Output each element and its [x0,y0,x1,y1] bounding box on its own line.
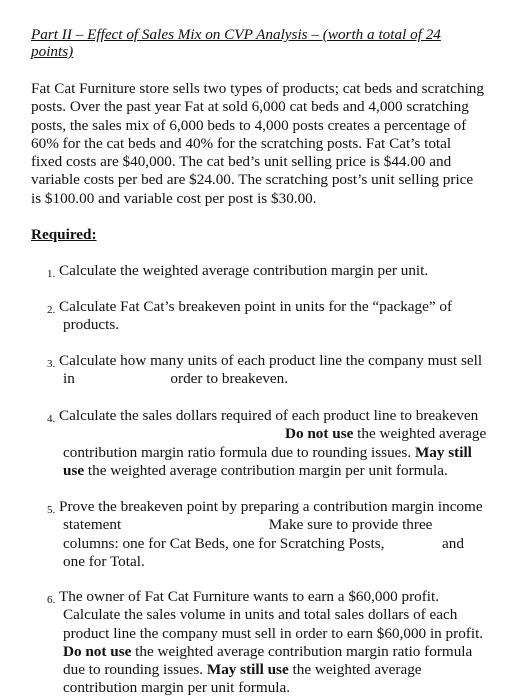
item-number: 1. [47,268,56,280]
page-title [31,26,501,60]
item-fragment: order to breakeven. [170,370,289,388]
item-line [47,516,497,534]
question-item [47,498,497,571]
item-fragment: in [63,370,75,388]
item-number: 2. [47,304,56,316]
item-emphasis: May still use [206,661,289,679]
item-line: Prove the breakeven point by preparing a contribution margin income [59,498,483,515]
item-fragment: columns: one for Cat Beds, one for Scratching Posts, [63,534,385,552]
item-line: Calculate the sales dollars required of each product line to breakeven [59,407,479,424]
item-line [47,370,497,388]
title-line: points) [31,43,74,60]
intro-line: posts, the sales mix of 6,000 beds to 4,000 posts creates a percentage of [31,116,467,134]
item-fragment: contribution margin ratio formula due to rounding issues. [63,443,415,461]
item-emphasis: Do not use [63,642,132,660]
intro-line: posts. Over the past year Fat at sold 6,000 cat beds and 4,000 scratching [31,98,469,116]
item-emphasis: Do not use [285,425,354,443]
intro-line: Fat Cat Furniture store sells two types of products; cat beds and scratching [31,80,484,97]
item-number: 3. [47,358,56,370]
intro-line: is $100.00 and variable cost per post is $30.00. [31,189,317,207]
item-line: contribution margin per unit formula. [63,679,291,697]
item-fragment: the weighted average [288,661,422,679]
question-item [47,262,497,280]
item-fragment: due to rounding issues. [63,661,207,679]
item-fragment: the weighted average contribution margin per unit formula. [84,461,448,479]
question-item [47,298,497,335]
item-line: products. [63,316,120,334]
intro-paragraph [31,80,499,208]
item-line [47,643,497,661]
item-fragment: and [442,534,464,552]
item-number: 4. [47,413,56,425]
title-line: Part II – Effect of Sales Mix on CVP Analysis – (worth a total of 24 [31,26,441,43]
item-number: 5. [47,504,56,516]
required-heading: Required: [31,226,97,243]
item-fragment: statement [63,516,122,534]
item-line [47,425,497,443]
item-emphasis: use [63,461,85,479]
item-line: product line the company must sell in order to earn $60,000 in profit. [63,624,484,642]
item-line: Calculate Fat Cat’s breakeven point in units for the “package” of [59,298,453,315]
intro-line: variable costs per bed are $24.00. The scratching post’s unit selling price [31,171,474,189]
intro-line: fixed costs are $40,000. The cat bed’s unit selling price is $44.00 and [31,153,452,171]
item-line [47,444,497,462]
item-fragment: the weighted average contribution margin ratio formula [131,642,473,660]
item-line: The owner of Fat Cat Furniture wants to earn a $60,000 profit. [59,588,440,605]
item-line: one for Total. [63,552,145,570]
item-line [47,462,497,480]
item-fragment: the weighted average [353,425,487,443]
item-line: Calculate the weighted average contribution margin per unit. [59,262,429,279]
item-line [47,535,497,553]
item-fragment: Make sure to provide three [268,516,433,534]
question-item [47,588,497,698]
item-emphasis: May still [414,443,472,461]
item-line: Calculate how many units of each product line the company must sell [59,352,483,369]
item-line [47,661,497,679]
intro-line: 60% for the cat beds and 40% for the scratching posts. Fat Cat’s total [31,134,452,152]
item-line: Calculate the sales volume in units and total sales dollars of each [63,606,458,624]
question-item [47,407,497,480]
item-number: 6. [47,594,56,606]
question-item [47,352,497,389]
